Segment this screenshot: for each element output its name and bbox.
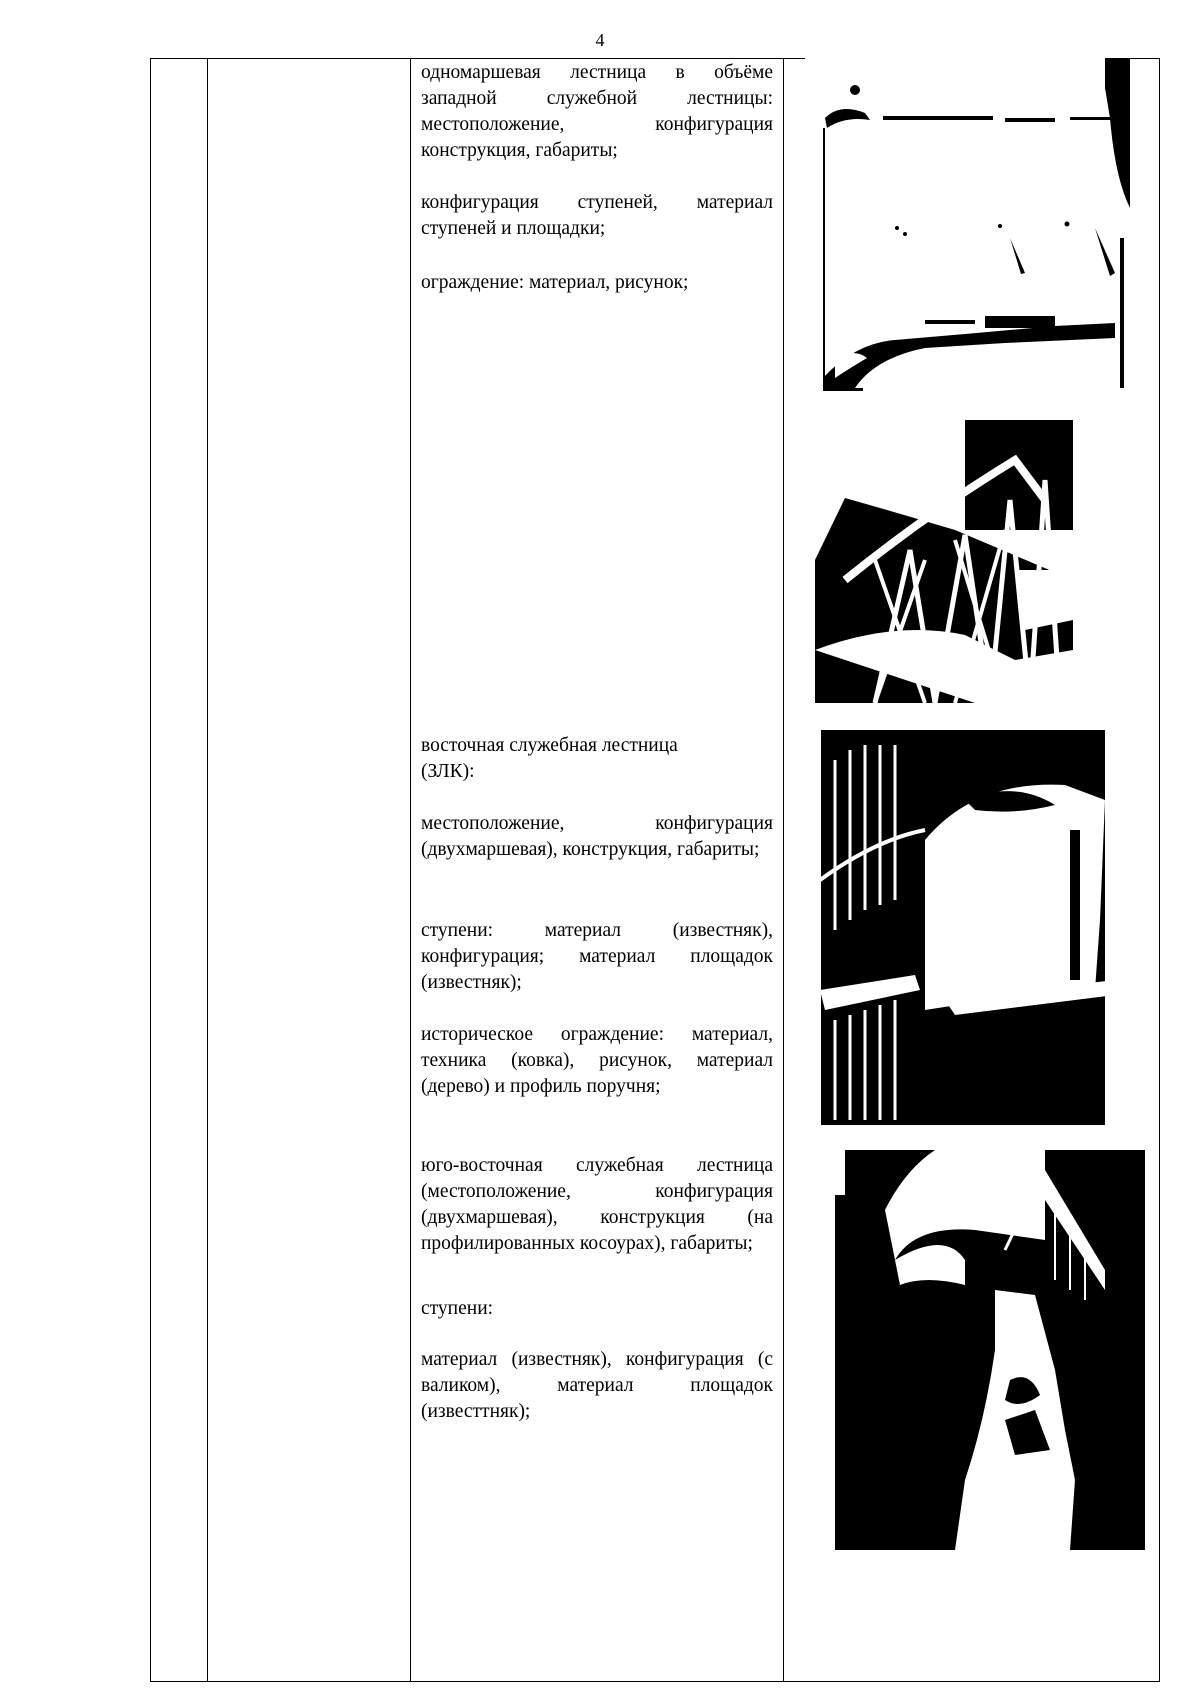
southeast-stair-steps: материал (известняк), конфигурация (с валиком), материал площадок (известтняк); [421,1349,773,1422]
column-divider-2 [410,58,411,1682]
southeast-stair-steps-label: ступени: [421,1298,494,1319]
column-divider-1 [207,58,208,1682]
southeast-stair-photo [805,1150,1145,1550]
west-stair-title: одномаршевая лестница в объёме западной служебной лестницы: местоположение, конфигурация конструкция, габариты; [421,62,773,161]
east-stair-photo [815,730,1125,1125]
west-stair-railing-photo [815,420,1073,703]
column-divider-3 [783,58,784,1682]
east-stair-railing: историческое ограждение: материал, техника (ковка), рисунок, материал (дерево) и профиль поручня; [421,1024,773,1097]
west-stair-railing: ограждение: материал, рисунок; [421,272,689,293]
southeast-stair-title: юго-восточная служебная лестница (местоположение, конфигурация (двухмаршевая), конструкция (на профилированных косоурах), габариты; [421,1155,773,1254]
east-stair-location: местоположение, конфигурация (двухмаршевая), конструкция, габариты; [421,813,773,860]
page-number: 4 [595,30,605,50]
west-stair-steps: конфигурация ступеней, материал ступеней и площадки; [421,192,773,239]
east-stair-title: восточная служебная лестница (ЗЛК): [421,735,678,782]
east-stair-steps: ступени: материал (известняк), конфигурация; материал площадок (известняк); [421,920,773,993]
west-stair-photo-1 [805,58,1130,393]
